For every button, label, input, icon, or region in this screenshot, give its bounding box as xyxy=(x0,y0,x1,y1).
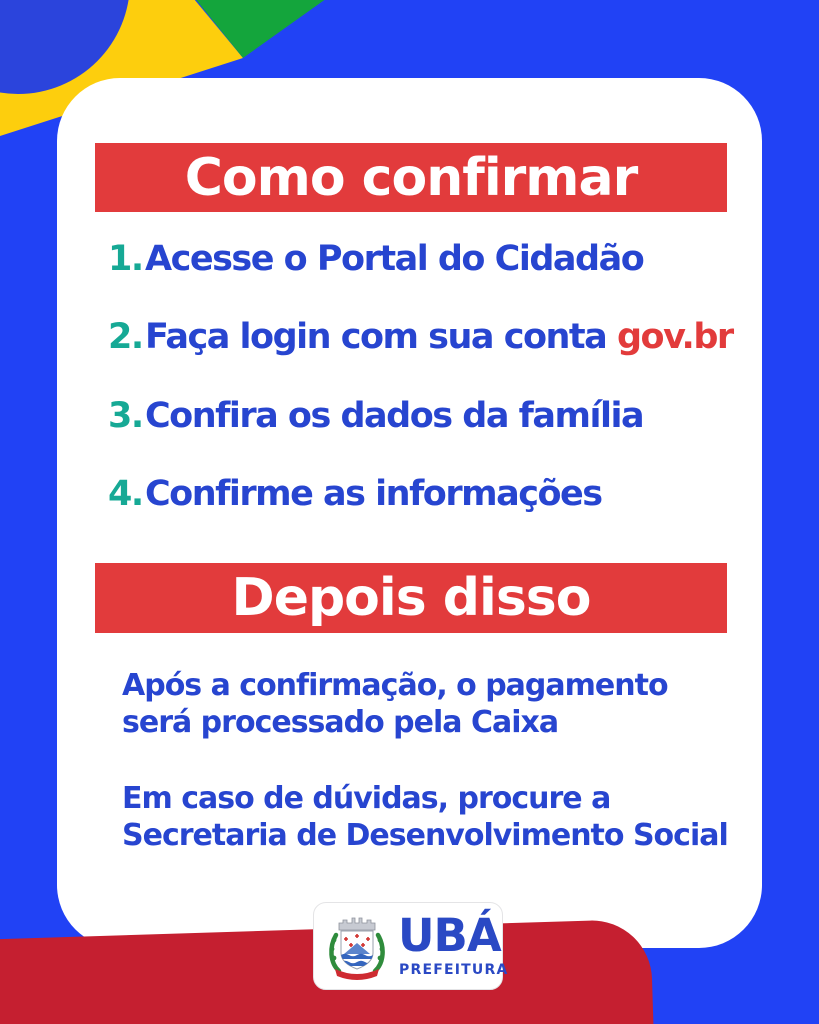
paragraph-line: será processado pela Caixa xyxy=(122,705,559,740)
step-item-2 xyxy=(108,318,733,356)
paragraph-doubts xyxy=(122,780,728,854)
step-text: Confirme as informações xyxy=(145,474,602,514)
logo-subtitle: PREFEITURA xyxy=(399,962,509,978)
info-card xyxy=(57,78,762,948)
step-number: 3. xyxy=(108,396,143,436)
govbr-highlight: gov.br xyxy=(616,317,733,357)
step-text: Acesse o Portal do Cidadão xyxy=(145,239,644,279)
section-how-title: Como confirmar xyxy=(184,147,638,208)
step-item-1 xyxy=(108,240,643,278)
paragraph-payment xyxy=(122,667,668,741)
step-text: Faça login com sua conta gov.br xyxy=(145,317,733,357)
step-number: 2. xyxy=(108,317,143,357)
uba-coat-of-arms-icon xyxy=(326,913,388,981)
step-item-3 xyxy=(108,397,643,435)
paragraph-line: Em caso de dúvidas, procure a xyxy=(122,781,611,816)
step-item-4 xyxy=(108,475,602,513)
logo-city-name: UBÁ xyxy=(398,909,501,962)
section-how-banner xyxy=(95,143,727,212)
paragraph-line: Após a confirmação, o pagamento xyxy=(122,668,668,703)
section-after-banner xyxy=(95,563,727,633)
section-after-title: Depois disso xyxy=(231,568,591,628)
step-text: Confira os dados da família xyxy=(145,396,644,436)
paragraph-line: Secretaria de Desenvolvimento Social xyxy=(122,818,728,853)
step-number: 1. xyxy=(108,239,143,279)
uba-prefeitura-logo xyxy=(313,902,509,990)
step-number: 4. xyxy=(108,474,143,514)
